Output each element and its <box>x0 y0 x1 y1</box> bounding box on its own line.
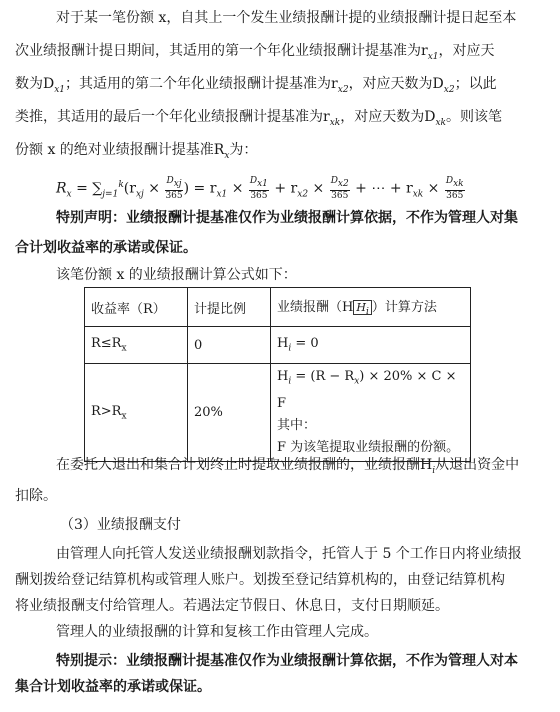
formula-subscript: xk <box>412 189 424 200</box>
formula-text: (r <box>123 180 136 197</box>
formula-operator: × <box>423 180 444 197</box>
fraction-denominator: 365 <box>165 190 183 201</box>
paragraph-line <box>56 622 552 642</box>
text: ，对应天 <box>438 43 495 59</box>
table-row <box>85 327 471 364</box>
text: 该笔份额 x 的业绩报酬计算公式如下： <box>56 267 297 283</box>
fraction <box>330 176 350 202</box>
paragraph-line <box>15 107 555 133</box>
text: 管理人的业绩报酬的计算和复核工作由管理人完成。 <box>56 624 378 640</box>
text: 特别提示：业绩报酬计提基准仅作为业绩报酬计算依据，不作为管理人对本 <box>56 653 518 669</box>
paragraph-line <box>15 41 555 67</box>
fraction-denominator: 365 <box>331 190 349 201</box>
formula-rx <box>56 168 546 202</box>
formula-symbol: R <box>56 180 67 197</box>
text: H <box>277 369 289 384</box>
cell-condition <box>85 364 188 462</box>
formula-subscript: j=1 <box>102 189 119 200</box>
cell-ratio: 0 <box>188 327 271 364</box>
text: R>R <box>91 403 122 419</box>
formula-text: + ⋯ + r <box>350 180 413 197</box>
subscript: x2 <box>443 84 455 95</box>
fraction <box>165 176 182 202</box>
formula-subscript: x <box>66 189 72 200</box>
formula-superscript: k <box>118 180 124 190</box>
header-ratio: 计提比例 <box>188 288 271 327</box>
fraction <box>445 176 465 202</box>
subscript: x2 <box>337 84 349 95</box>
formula-subscript: x2 <box>337 178 349 189</box>
subscript: x <box>121 411 127 422</box>
text: ) × 20% × C × F <box>277 369 457 411</box>
text: 类推，其适用的最后一个年化业绩报酬计提基准为r <box>15 109 330 125</box>
text: 次业绩报酬计提日期间，其适用的第一个年化业绩报酬计提基准为r <box>15 43 428 59</box>
paragraph-line <box>56 8 552 28</box>
formula-operator: × <box>143 180 165 197</box>
text: 业绩报酬（H <box>277 300 354 316</box>
subscript: x <box>354 376 360 387</box>
text: 集合计划收益率的承诺或保证。 <box>15 679 211 695</box>
fraction-numerator: D <box>330 175 338 186</box>
text: 从退出资金中 <box>435 457 520 473</box>
formula-subscript: x2 <box>297 189 309 200</box>
subscript: x1 <box>54 84 66 95</box>
fraction <box>249 176 269 202</box>
text: ；以此 <box>454 76 497 92</box>
paragraph-line <box>15 486 555 506</box>
table-intro <box>56 265 552 285</box>
subscript: xk <box>435 117 446 128</box>
paragraph-line <box>56 455 552 481</box>
formula-sum: = ∑ <box>71 180 103 197</box>
subscript: i <box>288 376 292 387</box>
text: = (R − R <box>291 369 355 384</box>
formula-operator: × <box>308 180 329 197</box>
performance-fee-table <box>84 287 471 462</box>
special-statement-line <box>15 238 555 258</box>
text: 将业绩报酬支付给管理人。若遇法定节假日、休息日，支付日期顺延。 <box>15 598 449 614</box>
text: H <box>277 336 289 352</box>
cell-method <box>271 327 471 364</box>
paragraph-line <box>56 544 552 564</box>
table-row <box>85 364 471 462</box>
text: 合计划收益率的承诺或保证。 <box>15 240 197 256</box>
header-yield: 收益率（R） <box>85 288 188 327</box>
method-f-desc: F 为该笔提取业绩报酬的份额。 <box>277 439 460 455</box>
text: 为： <box>229 142 258 158</box>
method-where: 其中： <box>277 417 317 433</box>
header-method <box>271 288 471 327</box>
text: 酬划拨给登记结算机构或管理人账户。划拨至登记结算机构的，由登记结算机构 <box>15 572 505 588</box>
formula-operator: × <box>227 180 248 197</box>
special-notice-line <box>15 677 555 697</box>
fraction-denominator: 365 <box>446 190 464 201</box>
section-heading <box>60 515 556 535</box>
text: 数为D <box>15 76 55 92</box>
fraction-denominator: 365 <box>250 190 268 201</box>
text: 对于某一笔份额 x，自其上一个发生业绩报酬计提的业绩报酬计提日起至本 <box>56 10 517 26</box>
text: 。则该笔 <box>446 109 502 125</box>
subscript: xk <box>329 117 341 128</box>
text: 特别声明：业绩报酬计提基准仅作为业绩报酬计算依据，不作为管理人对集 <box>56 210 518 226</box>
fraction-numerator: D <box>249 175 258 186</box>
formula-subscript: x1 <box>257 178 268 189</box>
text: ）计算方法 <box>371 300 437 316</box>
paragraph-line <box>15 74 555 100</box>
cell-ratio: 20% <box>188 364 271 462</box>
subscript: i <box>432 465 436 476</box>
cell-method <box>271 364 471 462</box>
formula-subscript: xk <box>453 178 464 189</box>
table-header-row <box>85 288 471 327</box>
text: （3）业绩报酬支付 <box>60 517 181 533</box>
special-statement-line <box>56 208 552 228</box>
subscript: i <box>288 343 292 354</box>
special-notice-line <box>56 651 552 671</box>
fraction-numerator: D <box>166 175 174 186</box>
text: = 0 <box>291 336 319 352</box>
paragraph-line <box>15 140 555 166</box>
formula-subscript: xj <box>135 189 144 200</box>
text: R≤R <box>91 336 122 352</box>
formula-subscript: x1 <box>216 189 228 200</box>
text: 份额 x 的绝对业绩报酬计提基准R <box>15 142 225 158</box>
subscript: x1 <box>427 51 439 62</box>
text: ；其适用的第二个年化业绩报酬计提基准为r <box>65 76 338 92</box>
text: 由管理人向托管人发送业绩报酬划款指令，托管人于 5 个工作日内将业绩报 <box>56 546 522 562</box>
paragraph-line <box>15 596 555 616</box>
text: ，对应天数为D <box>340 109 436 125</box>
h-symbol: $H_i$ <box>353 300 371 315</box>
formula-text: + r <box>269 180 298 197</box>
fraction-numerator: D <box>445 175 454 186</box>
text: ，对应天数为D <box>348 76 444 92</box>
formula-text: ) = r <box>183 180 217 197</box>
subscript: i <box>365 307 369 318</box>
subscript: x <box>121 343 127 354</box>
formula-subscript: xj <box>173 178 182 189</box>
paragraph-line <box>15 570 555 590</box>
method-formula <box>277 366 464 415</box>
text: 在委托人退出和集合计划终止时提取业绩报酬的，业绩报酬H <box>56 457 433 473</box>
cell-condition <box>85 327 188 364</box>
subscript: x <box>224 150 230 161</box>
text: 扣除。 <box>15 488 57 504</box>
